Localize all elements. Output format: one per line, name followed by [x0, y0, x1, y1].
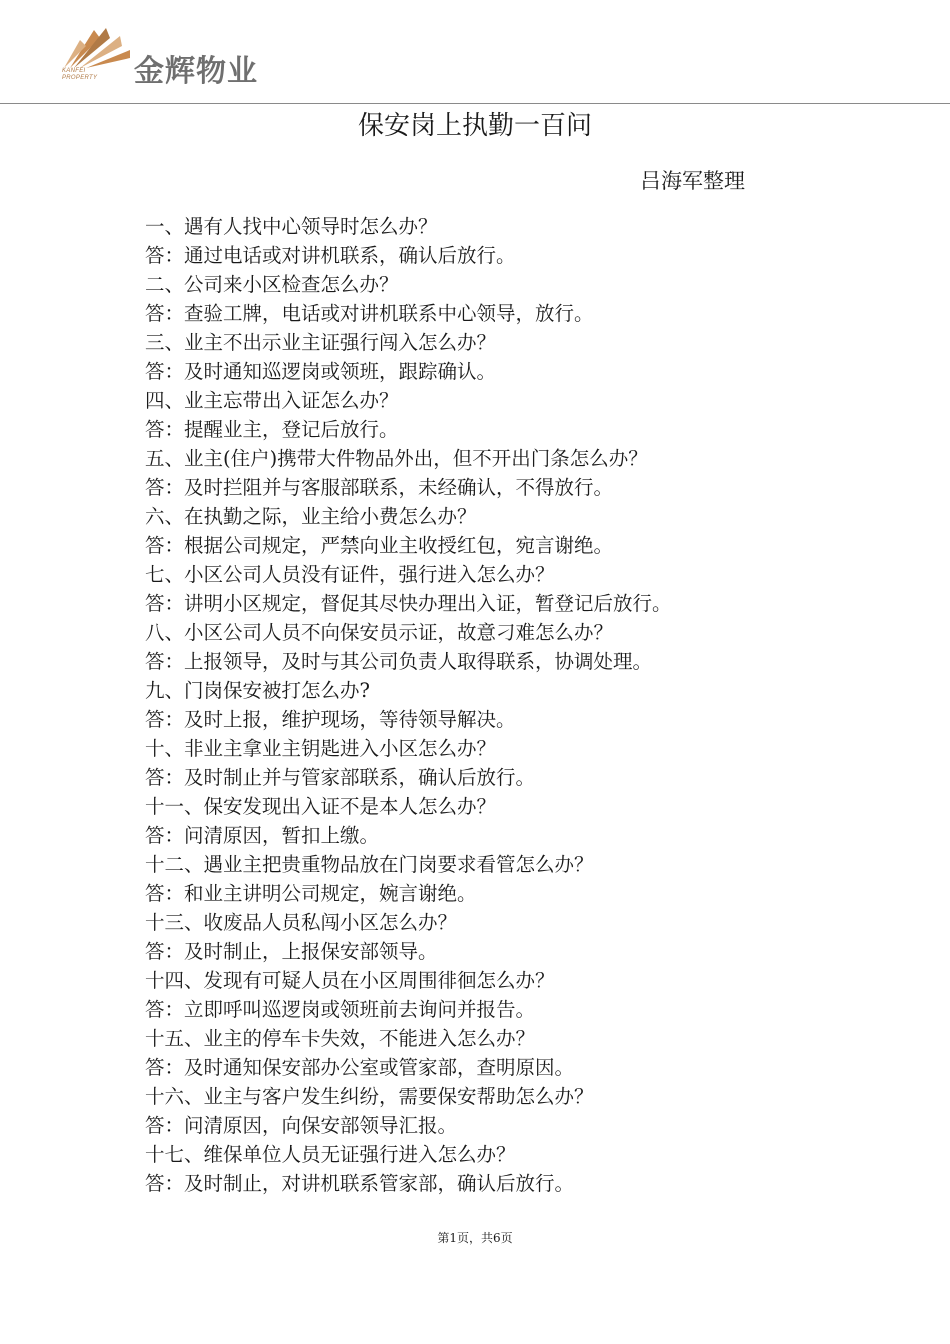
question-line: 六、在执勤之际，业主给小费怎么办？ — [145, 505, 477, 528]
answer-line: 答：根据公司规定，严禁向业主收授红包，宛言谢绝。 — [145, 534, 614, 557]
logo-english-text: KANFEI PROPERTY — [62, 68, 98, 81]
question-line: 三、业主不出示业主证强行闯入怎么办？ — [145, 331, 497, 354]
answer-line: 答：及时拦阻并与客服部联系，未经确认，不得放行。 — [145, 476, 614, 499]
answer-line: 答：问清原因，向保安部领导汇报。 — [145, 1114, 458, 1137]
logo-chinese-text: 金辉物业 — [134, 54, 258, 89]
answer-line: 答：提醒业主，登记后放行。 — [145, 418, 399, 441]
question-line: 一、遇有人找中心领导时怎么办？ — [145, 215, 438, 238]
question-line: 十六、业主与客户发生纠纷，需要保安帮助怎么办？ — [145, 1085, 594, 1108]
question-line: 五、业主(住户)携带大件物品外出，但不开出门条怎么办？ — [145, 447, 648, 470]
answer-line: 答：及时制止，上报保安部领导。 — [145, 940, 438, 963]
question-line: 十五、业主的停车卡失效，不能进入怎么办？ — [145, 1027, 536, 1050]
header-divider — [0, 103, 950, 104]
question-line: 四、业主忘带出入证怎么办？ — [145, 389, 399, 412]
question-line: 九、门岗保安被打怎么办? — [145, 679, 370, 702]
qa-list — [145, 212, 865, 1198]
answer-line: 答：讲明小区规定，督促其尽快办理出入证，暂登记后放行。 — [145, 592, 672, 615]
answer-line: 答：问清原因，暂扣上缴。 — [145, 824, 380, 847]
answer-line: 答：及时上报，维护现场，等待领导解决。 — [145, 708, 516, 731]
question-line: 七、小区公司人员没有证件，强行进入怎么办？ — [145, 563, 555, 586]
question-line: 十三、收废品人员私闯小区怎么办？ — [145, 911, 458, 934]
answer-line: 答：查验工牌，电话或对讲机联系中心领导，放行。 — [145, 302, 594, 325]
answer-line: 答：及时通知保安部办公室或管家部，查明原因。 — [145, 1056, 575, 1079]
answer-line: 答：和业主讲明公司规定，婉言谢绝。 — [145, 882, 477, 905]
question-line: 十二、遇业主把贵重物品放在门岗要求看管怎么办？ — [145, 853, 594, 876]
question-line: 八、小区公司人员不向保安员示证，故意刁难怎么办？ — [145, 621, 614, 644]
document-author: 吕海军整理 — [640, 169, 745, 193]
document-title: 保安岗上执勤一百问 — [357, 111, 592, 141]
page-header — [0, 0, 950, 104]
answer-line: 答：及时制止，对讲机联系管家部，确认后放行。 — [145, 1172, 575, 1195]
answer-line: 答：通过电话或对讲机联系，确认后放行。 — [145, 244, 516, 267]
question-line: 十七、维保单位人员无证强行进入怎么办？ — [145, 1143, 516, 1166]
answer-line: 答：上报领导，及时与其公司负责人取得联系，协调处理。 — [145, 650, 653, 673]
logo-fan-icon — [60, 26, 140, 72]
answer-line: 答：及时制止并与管家部联系，确认后放行。 — [145, 766, 536, 789]
company-logo — [60, 26, 290, 88]
question-line: 十四、发现有可疑人员在小区周围徘徊怎么办？ — [145, 969, 555, 992]
answer-line: 答：立即呼叫巡逻岗或领班前去询问并报告。 — [145, 998, 536, 1021]
question-line: 十一、保安发现出入证不是本人怎么办？ — [145, 795, 497, 818]
page-number: 第1页，共6页 — [437, 1231, 513, 1245]
question-line: 二、公司来小区检查怎么办？ — [145, 273, 399, 296]
answer-line: 答：及时通知巡逻岗或领班，跟踪确认。 — [145, 360, 497, 383]
question-line: 十、非业主拿业主钥匙进入小区怎么办？ — [145, 737, 497, 760]
